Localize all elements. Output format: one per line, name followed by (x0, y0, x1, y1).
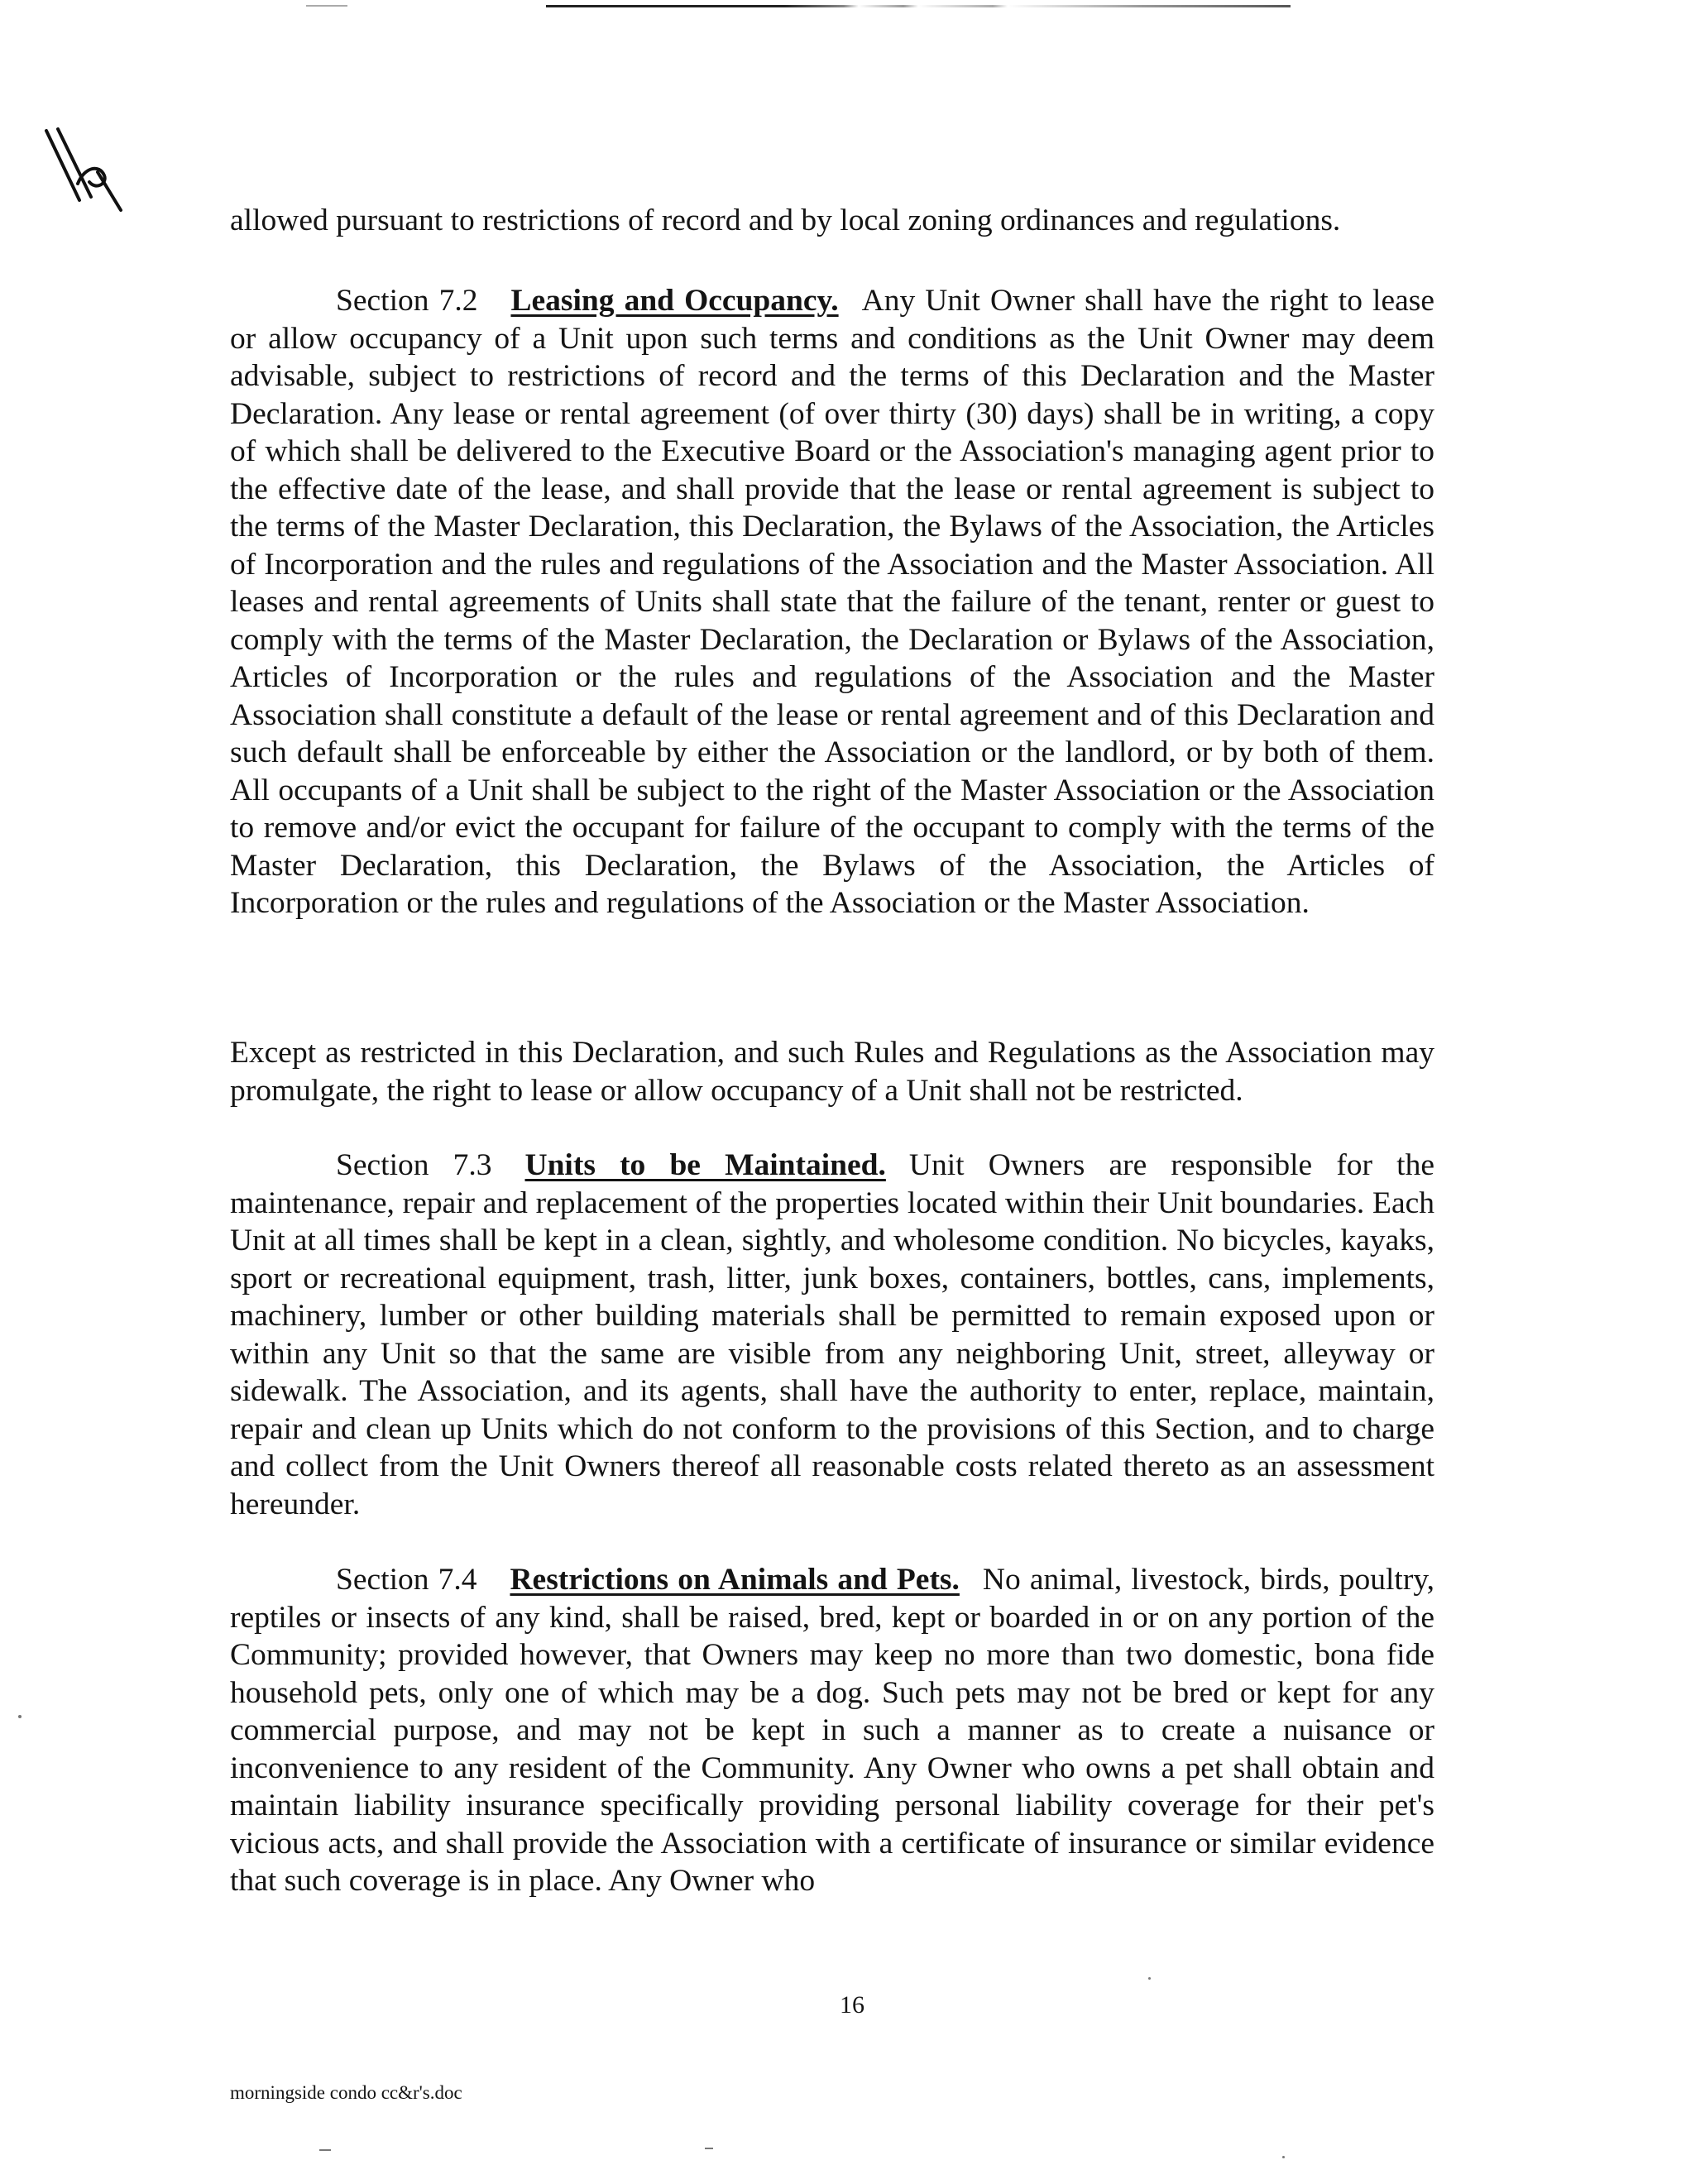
section-number: Section 7.2 (336, 284, 478, 318)
intro-line: allowed pursuant to restrictions of record and by local zoning ordinances and regulations. (230, 204, 1341, 237)
section-text: Unit Owners are responsible for the maintenance, repair and replacement of the properties located within their Unit boundaries. Each Unit at all times shall be kept in a clean, sightly, and wholesome condition. No bicycles, kayaks, sport or recreational equipment, trash, litter, junk boxes, containers, bottles, cans, implements, machinery, lumber or other building materials shall be permitted to remain exposed upon or within any Unit so that the same are visible from any neighboring Unit, street, alleyway or sidewalk. The Association, and its agents, shall have the authority to enter, replace, maintain, repair and clean up Units which do not conform to the provisions of this Section, and to charge and collect from the Unit Owners thereof all reasonable costs related thereto as an assessment hereunder. (230, 1148, 1434, 1521)
scan-speck (1148, 1977, 1151, 1980)
intro-paragraph (230, 202, 1434, 240)
section-7-3 (230, 1147, 1434, 1523)
scan-speck (1282, 2156, 1285, 2158)
scan-speck (705, 2148, 713, 2149)
section-7-2 (230, 282, 1434, 922)
handwritten-mark-icon (41, 124, 124, 215)
section-number: Section 7.4 (336, 1563, 477, 1597)
section-text: No animal, livestock, birds, poultry, reptiles or insects of any kind, shall be raised, bred, kept or boarded in or on any portion of the Community; provided however, that Owners may keep no more than two domestic, bona fide household pets, only one of which may be a dog. Such pets may not be bred or kept for any commercial purpose, and may not be kept in such a manner as to create a nuisance or inconvenience to any resident of the Community. Any Owner who owns a pet shall obtain and maintain liability insurance specifically providing personal liability coverage for their pet's vicious acts, and shall provide the Association with a certificate of insurance or similar evidence that such coverage is in place. Any Owner who (230, 1563, 1435, 1898)
footer-filename: morningside condo cc&r's.doc (230, 2082, 462, 2103)
section-title: Leasing and Occupancy. (510, 284, 839, 318)
section-title: Units to be Maintained. (524, 1148, 886, 1182)
section-number: Section 7.3 (336, 1148, 492, 1182)
scan-speck (319, 2149, 331, 2151)
scan-speck (18, 1715, 22, 1718)
page-number: 16 (840, 1991, 864, 2019)
section-text: Any Unit Owner shall have the right to lease or allow occupancy of a Unit upon such terms and conditions as the Unit Owner may deem advisable, subject to restrictions of record and the terms of this Declaration and the Master Declaration. Any lease or rental agreement (of over thirty (30) days) shall be in writing, a copy of which shall be delivered to the Executive Board or the Association's managing agent prior to the effective date of the lease, and shall provide that the lease or rental agreement is subject to the terms of the Master Declaration, this Declaration, the Bylaws of the Association, the Articles of Incorporation and the rules and regulations of the Association and the Master Association. All leases and rental agreements of Units shall state that the failure of the tenant, renter or guest to comply with the terms of the Master Declaration, the Declaration or Bylaws of the Association, Articles of Incorporation or the rules and regulations of the Association and the Master Association shall constitute a default of the lease or rental agreement and of this Declaration and such default shall be enforceable by either the Association or the landlord, or by both of them. All occupants of a Unit shall be subject to the right of the Master Association or the Association to remove and/or evict the occupant for failure of the occupant to comply with the terms of the Master Declaration, this Declaration, the Bylaws of the Association, the Articles of Incorporation or the rules and regulations of the Association or the Master Association. (230, 284, 1434, 920)
except-paragraph (230, 1034, 1434, 1109)
scan-artifact (306, 5, 347, 7)
except-text: Except as restricted in this Declaration, and such Rules and Regulations as the Association may promulgate, the right to lease or allow occupancy of a Unit shall not be restricted. (230, 1036, 1434, 1108)
scan-artifact-line (546, 5, 1291, 7)
section-title: Restrictions on Animals and Pets. (510, 1563, 960, 1597)
section-7-4 (230, 1561, 1434, 1900)
